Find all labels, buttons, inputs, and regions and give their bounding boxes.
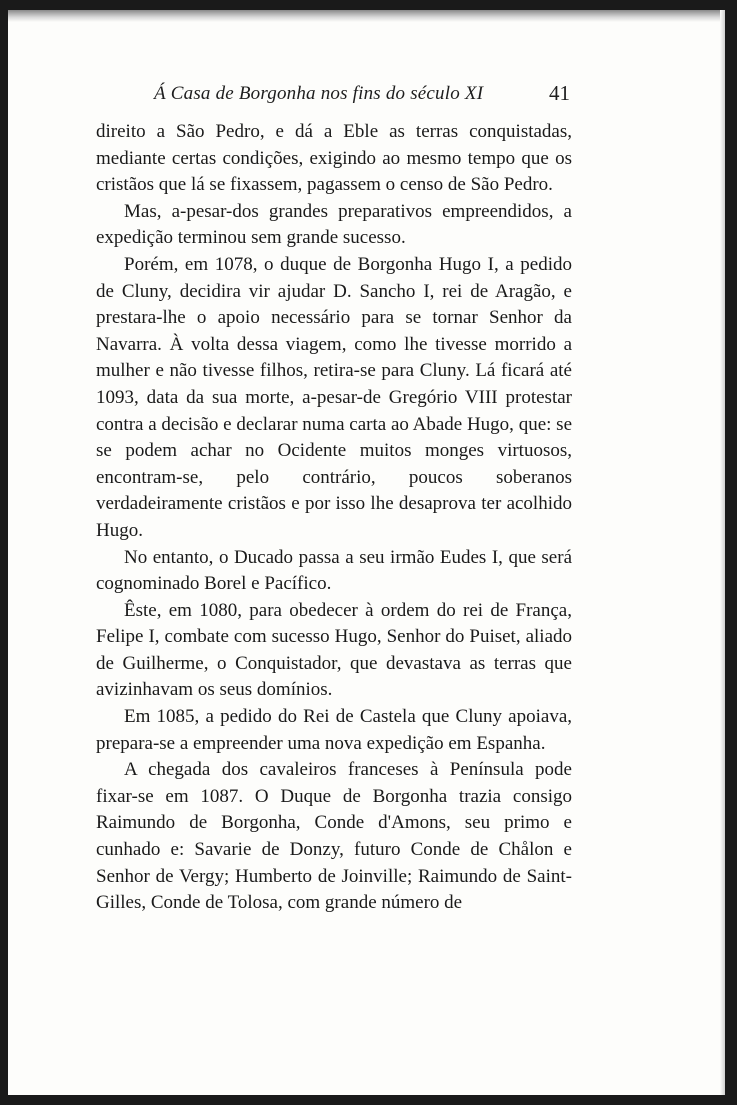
running-header bbox=[98, 78, 580, 108]
paragraph: Porém, em 1078, o duque de Borgonha Hugo I, a pedido de Cluny, decidira vir ajudar D. Sancho I, rei de Aragão, e prestara-lhe o apoio necessário para se tornar Senhor da Navarra. À volta dessa viagem, como lhe tivesse morrido a mulher e não tivesse filhos, retira-se para Cluny. Lá ficará até 1093, data da sua morte, a-pesar-de Gregório VIII protestar contra a decisão e declarar numa carta ao Abade Hugo, que: se se podem achar no Ocidente muitos monges virtuosos, encontram-se, pelo contrário, poucos soberanos verdadeiramente cristãos e por isso lhe desaprova ter acolhido Hugo. bbox=[96, 253, 572, 541]
paragraph: Mas, a-pesar-dos grandes preparativos empreendidos, a expedição terminou sem grande sucesso. bbox=[96, 200, 572, 249]
book-page bbox=[8, 10, 725, 1095]
scan-right-edge bbox=[720, 10, 725, 1095]
paragraph: Êste, em 1080, para obedecer à ordem do rei de França, Felipe I, combate com sucesso Hugo, Senhor do Puiset, aliado de Guilherme, o Conquistador, que devastava as terras que avizinhavam os seus domínios. bbox=[96, 599, 572, 701]
scan-top-edge bbox=[8, 10, 725, 22]
running-title: Á Casa de Borgonha nos fins do século XI bbox=[154, 83, 484, 104]
paragraph: No entanto, o Ducado passa a seu irmão Eudes I, que será cognominado Borel e Pacífico. bbox=[96, 546, 572, 595]
paragraph: direito a São Pedro, e dá a Eble as terras conquistadas, mediante certas condições, exigindo ao mesmo tempo que os cristãos que lá se fixassem, pagassem o censo de São Pedro. bbox=[96, 121, 572, 196]
body-text bbox=[96, 119, 572, 917]
paragraph: Em 1085, a pedido do Rei de Castela que Cluny apoiava, prepara-se a empreender uma nova expedição em Espanha. bbox=[96, 706, 572, 754]
page-number: 41 bbox=[549, 81, 570, 105]
paragraph: A chegada dos cavaleiros franceses à Península pode fixar-se em 1087. O Duque de Borgonha trazia consigo Raimundo de Borgonha, Conde d'Amons, seu primo e cunhado e: Savarie de Donzy, futuro Conde de Chålon e Senhor de Vergy; Humberto de Joinville; Raimundo de Saint-Gilles, Conde de Tolosa, com grande número de bbox=[96, 759, 572, 914]
